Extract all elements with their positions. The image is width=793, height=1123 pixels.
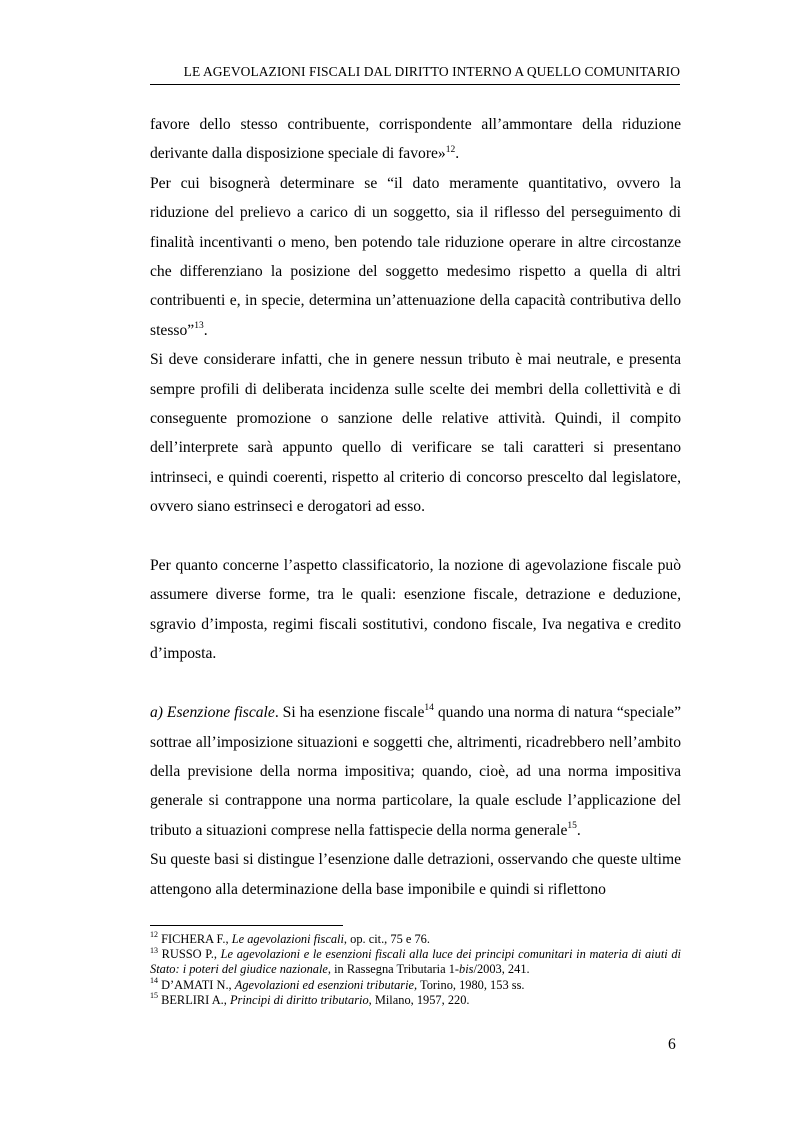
paragraph-gap bbox=[150, 669, 681, 698]
body-text bbox=[150, 110, 681, 904]
paragraph: Per quanto concerne l’aspetto classificatorio, la nozione di agevolazione fiscale può assumere diverse forme, tra le quali: esenzione fiscale, detrazione e deduzione, sgravio d’imposta, regimi fiscali sostitutivi, condono fiscale, Iva negativa e credito d’imposta. bbox=[150, 557, 681, 663]
paragraph: Si deve considerare infatti, che in genere nessun tributo è mai neutrale, e presenta sempre profili di deliberata incidenza sulle scelte dei membri della collettività e di conseguente promozione o sanzione delle relative attività. Quindi, il compito dell’interprete sarà appunto quello di verificare se tali caratteri si presentano intrinseci, e quindi coerenti, rispetto al criterio di concorso prescelto dal legislatore, ovvero siano estrinseci e derogatori ad esso. bbox=[150, 351, 681, 516]
paragraph: Per cui bisognerà determinare se “il dato meramente quantitativo, ovvero la riduzione del prelievo a carico di un soggetto, sia il riflesso del perseguimento di finalità incentivanti o meno, ben potendo tale riduzione operare in altre circostanze che differenziano la posizione del soggetto medesimo rispetto a quella di altri contribuenti e, in specie, determina un’attenuazione della capacità contributiva dello stesso”$^{13}$. bbox=[150, 174, 681, 339]
paragraph: Su queste basi si distingue l’esenzione dalle detrazioni, osservando che queste ultime attengono alla determinazione della base imponibile e quindi si riflettono bbox=[150, 851, 681, 898]
paragraph-gap bbox=[150, 522, 681, 551]
footnote: $^{12}$ FICHERA F., Le agevolazioni fiscali, op. cit., 75 e 76. bbox=[150, 930, 430, 946]
footnote-separator bbox=[150, 925, 343, 926]
paragraph: a) Esenzione fiscale. Si ha esenzione fiscale$^{14}$ quando una norma di natura “speciale” sottrae all’imposizione situazioni e soggetti che, altrimenti, ricadrebbero nell’ambito della previsione della norma impositiva; quando, cioè, ad una norma impositiva generale si contrappone una norma particolare, la quale esclude l’applicazione del tributo a situazioni comprese nella fattispecie della norma generale$^{15}$. bbox=[150, 703, 681, 839]
page-number: 6 bbox=[668, 1036, 676, 1053]
footnote-ref[interactable]: 12 bbox=[445, 144, 456, 155]
running-header: LE AGEVOLAZIONI FISCALI DAL DIRITTO INTERNO A QUELLO COMUNITARIO bbox=[150, 64, 680, 85]
footnote: $^{14}$ D’AMATI N., Agevolazioni ed esenzioni tributarie, Torino, 1980, 153 ss. bbox=[150, 975, 525, 992]
footnote: $^{15}$ BERLIRI A., Principi di diritto tributario, Milano, 1957, 220. bbox=[150, 991, 470, 1007]
footnote-ref[interactable]: 15 bbox=[567, 821, 577, 832]
paragraph: favore dello stesso contribuente, corrispondente all’ammontare della riduzione derivante dalla disposizione speciale di favore»$^{12}$. bbox=[150, 116, 681, 163]
footnote: $^{13}$ RUSSO P., Le agevolazioni e le esenzioni fiscali alla luce dei principi comunitari in materia di aiuti di Stato: i poteri del giudice nazionale, in Rassegna Tributaria 1-bis/2003, 241. bbox=[150, 945, 682, 977]
section-heading: a) Esenzione fiscale bbox=[150, 704, 275, 722]
footnote-ref[interactable]: 13 bbox=[194, 321, 204, 332]
footnotes bbox=[150, 932, 681, 1008]
footnote-ref[interactable]: 14 bbox=[424, 703, 434, 714]
